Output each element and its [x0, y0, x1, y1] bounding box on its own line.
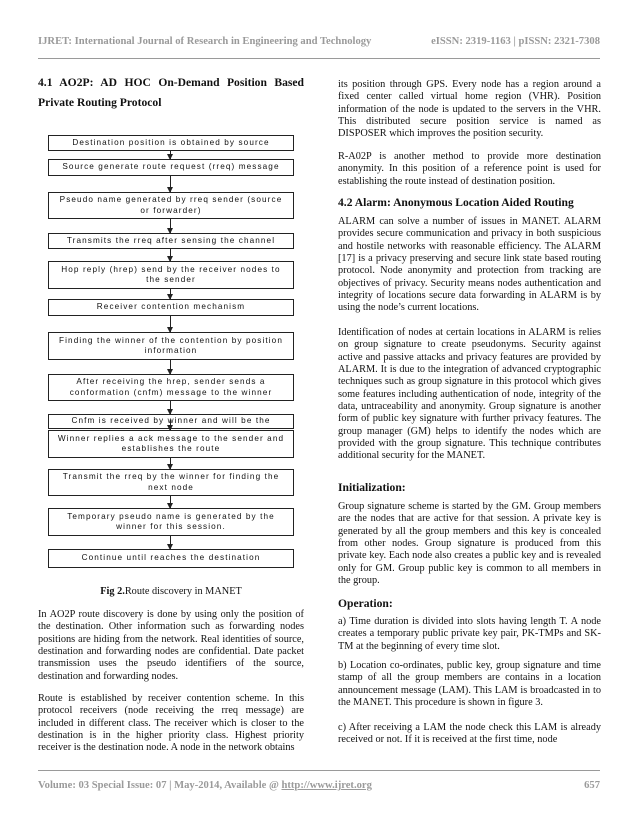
paragraph: In AO2P route discovery is done by using only the position of the destination. Other information such as forwarding nodes positions are hiding from the network. Real identities of source, destination and forwarding nodes are confidential. Date packet transmission uses the pseudo identifiers of the source, destination and forwarding nodes.: [38, 609, 304, 682]
footer-rule: [38, 770, 600, 771]
flow-arrow: [170, 420, 171, 430]
running-footer: [38, 780, 600, 791]
flow-arrow: [170, 496, 171, 508]
flow-arrow: [170, 151, 171, 159]
flow-arrow: [170, 316, 171, 332]
flow-arrow: [170, 458, 171, 469]
flow-step: Winner replies a ack message to the sender and establishes the route: [48, 430, 294, 458]
paragraph: Identification of nodes at certain locations in ALARM is relies on group signature to create pseudonyms. Security against active and passive attacks and privacy features are provided by ALARM. It is due to the integration of advanced cryptographic techniques such as group signature in this protocol which gives some features including authentication of node, integrity of the data, untraceability and anonymity. Group signature is another form of public key signature with further privacy features. The group manager (GM) helps to identify the nodes which are provided with the group signature. This technique contributes additional security for the MANET.: [338, 327, 601, 462]
flow-step: Transmits the rreq after sensing the channel: [48, 233, 294, 249]
journal-url-link[interactable]: http://www.ijret.org: [281, 780, 372, 791]
paragraph: c) After receiving a LAM the node check this LAM is already received or not. If it is received at the first time, node: [338, 722, 601, 746]
flow-step: Receiver contention mechanism: [48, 299, 294, 316]
flow-arrow: [170, 176, 171, 192]
volume-info: [38, 780, 372, 791]
issn: eISSN: 2319-1163 | pISSN: 2321-7308: [431, 36, 600, 47]
flow-step: Temporary pseudo name is generated by the winner for this session.: [48, 508, 294, 536]
flow-step: Transmit the rreq by the winner for finding the next node: [48, 469, 294, 496]
page-number: 657: [584, 780, 600, 791]
flow-step: Destination position is obtained by source: [48, 135, 294, 151]
paragraph: ALARM can solve a number of issues in MANET. ALARM provides secure communication and privacy in both suspicious and hostile networks with reasonable efficiency. The ALARM [17] is a privacy preserving and secure link state based routing protocol. Node anonymity and protection from tracking are objectives of privacy. Security means nodes authentication and integrity of locations secure data forwarding in ALARM is by using the node’s current locations.: [338, 216, 601, 314]
flow-arrow: [170, 536, 171, 549]
paragraph: a) Time duration is divided into slots having length T. A node creates a temporary public private key pair, PK-TMPs and SK-TM at the beginning of every time slot.: [338, 616, 601, 652]
flow-arrow: [170, 219, 171, 233]
paragraph: its position through GPS. Every node has a region around a fixed center called virtual home region (VHR). Position information of the node is updated to the servers in the VHR. This distributed secure position service is named as DISPOSER which improves the position security.: [338, 79, 601, 140]
paragraph: Group signature scheme is started by the GM. Group members are the nodes that are active for that session. A private key is generated by all the group members and this key is concealed from other nodes. Group signature is produced from this private key. Each node also creates a public key and is revealed only for GM. Group public key is common to all members in the group.: [338, 501, 601, 587]
flow-step: Cnfm is received by winner and will be the: [48, 414, 294, 429]
flow-step: Source generate route request (rreq) message: [48, 159, 294, 176]
paragraph: Route is established by receiver contention scheme. In this protocol receivers (node receiving the rreq message) are included in different class. The receiver which is closer to the destination is in the higher priority class. Highest priority receiver is the destination node. A node in the network obtains: [38, 693, 304, 754]
flow-arrow: [170, 360, 171, 374]
flow-step: Finding the winner of the contention by position information: [48, 332, 294, 360]
flow-arrow: [170, 401, 171, 414]
section-title-4-2: 4.2 Alarm: Anonymous Location Aided Routing: [338, 196, 574, 209]
header-rule: [38, 58, 600, 59]
figure-caption-text: Route discovery in MANET: [124, 586, 242, 597]
paragraph: b) Location co-ordinates, public key, group signature and time stamp of all the group members are contains in a location announcement message (LAM). This LAM is broadcasted in to the MANET. This procedure is shown in figure 3.: [338, 660, 601, 709]
flow-step: Pseudo name generated by rreq sender (source or forwarder): [48, 192, 294, 219]
journal-title: IJRET: International Journal of Research in Engineering and Technology: [38, 36, 372, 47]
flow-step: Continue until reaches the destination: [48, 549, 294, 568]
operation-heading: Operation:: [338, 597, 393, 610]
running-header: [38, 36, 600, 47]
section-title-4-1: 4.1 AO2P: AD HOC On-Demand Position Based Private Routing Protocol: [38, 76, 304, 109]
figure-caption: [38, 586, 304, 597]
volume-text: Volume: 03 Special Issue: 07 | May-2014, Available @: [38, 780, 282, 791]
initialization-heading: Initialization:: [338, 481, 406, 494]
flow-arrow: [170, 249, 171, 261]
flow-step: Hop reply (hrep) send by the receiver nodes to the sender: [48, 261, 294, 289]
flow-arrow: [170, 289, 171, 299]
flow-step: After receiving the hrep, sender sends a conformation (cnfm) message to the winner: [48, 374, 294, 401]
figure-label: Fig 2.: [100, 586, 125, 597]
paragraph: R-A02P is another method to provide more destination anonymity. In this position of a reference point is used for establishing the route instead of destination position.: [338, 151, 601, 187]
